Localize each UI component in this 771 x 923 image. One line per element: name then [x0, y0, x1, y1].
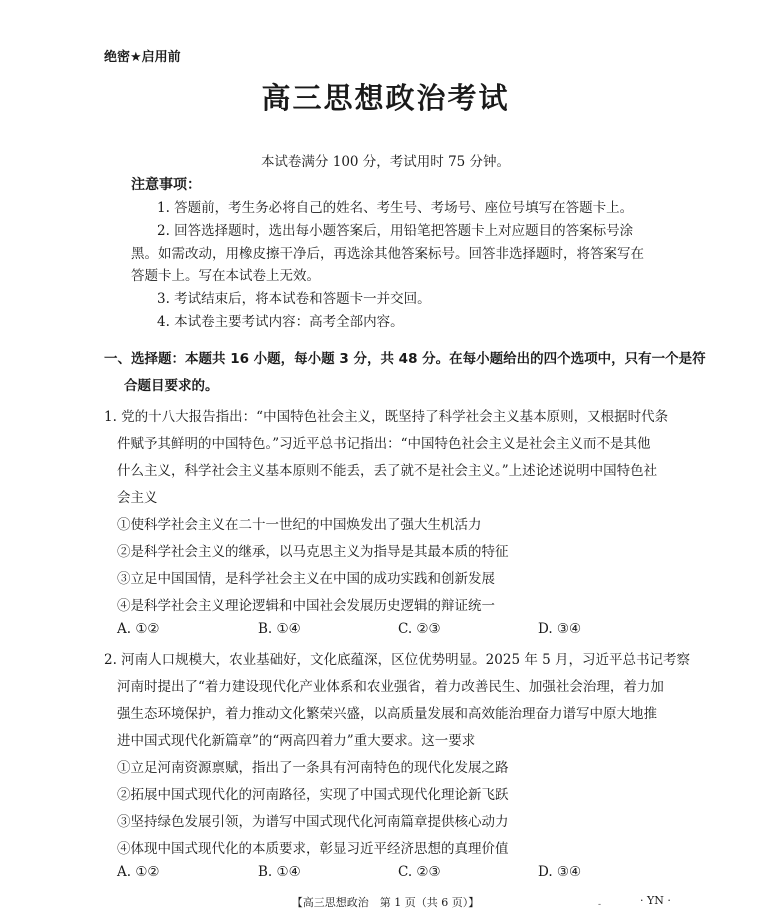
question-2-option-b: B. ①④ [258, 864, 301, 880]
question-1-text: 会主义 [117, 490, 158, 506]
exam-info: 本试卷满分 100 分，考试用时 75 分钟。 [260, 154, 511, 170]
question-1-item: ①使科学社会主义在二十一世纪的中国焕发出了强大生机活力 [117, 517, 482, 533]
question-2-item: ②拓展中国式现代化的河南路径，实现了中国式现代化理论新飞跃 [117, 787, 509, 803]
confidential-label: 绝密★启用前 [104, 50, 181, 65]
question-1-option-d: D. ③④ [538, 621, 582, 637]
notice-line: 答题卡上。写在本试卷上无效。 [131, 268, 320, 284]
notice-line: 黑。如需改动，用橡皮擦干净后，再选涂其他答案标号。回答非选择题时，将答案写在 [131, 246, 644, 262]
question-1-text: 什么主义，科学社会主义基本原则不能丢，丢了就不是社会主义。”上述论述说明中国特色社 [117, 463, 658, 479]
page-title: 高三思想政治考试 [261, 81, 510, 115]
question-2-item: ①立足河南资源禀赋，指出了一条具有河南特色的现代化发展之路 [117, 760, 509, 776]
question-2-text: 河南时提出了“着力建设现代化产业体系和农业强省，着力改善民生、加强社会治理，着力加 [117, 679, 664, 695]
section-heading: 一、选择题：本题共 16 小题，每小题 3 分，共 48 分。在每小题给出的四个选项中，只有一个是符 [104, 351, 706, 367]
question-2-item: ④体现中国式现代化的本质要求，彰显习近平经济思想的真理价值 [117, 841, 509, 857]
notice-heading: 注意事项： [131, 177, 201, 193]
question-2-option-c: C. ②③ [398, 864, 441, 880]
question-1-option-c: C. ②③ [398, 621, 441, 637]
page-footer: 【高三思想政治 第 1 页（共 6 页）】 [291, 896, 480, 909]
notice-line: 3. 考试结束后，将本试卷和答题卡一并交回。 [157, 291, 431, 307]
footer-code: · YN · [640, 894, 671, 907]
question-1-item: ③立足中国国情，是科学社会主义在中国的成功实践和创新发展 [117, 571, 495, 587]
question-1-item: ②是科学社会主义的继承，以马克思主义为指导是其最本质的特征 [117, 544, 509, 560]
question-1-option-b: B. ①④ [258, 621, 301, 637]
question-1-text: 1. 党的十八大报告指出：“中国特色社会主义，既坚持了科学社会主义基本原则，又根据时代条 [104, 409, 669, 425]
section-heading-cont: 合题目要求的。 [124, 378, 219, 394]
question-2-text: 2. 河南人口规模大，农业基础好，文化底蕴深，区位优势明显。2025 年 5 月，习近平总书记考察 [104, 652, 690, 668]
question-1-item: ④是科学社会主义理论逻辑和中国社会发展历史逻辑的辩证统一 [117, 598, 495, 614]
footer-mark: - [598, 900, 602, 910]
question-2-option-a: A. ①② [117, 864, 160, 880]
question-1-text: 件赋予其鲜明的中国特色。”习近平总书记指出：“中国特色社会主义是社会主义而不是其他 [117, 436, 651, 452]
question-2-item: ③坚持绿色发展引领，为谱写中国式现代化河南篇章提供核心动力 [117, 814, 509, 830]
question-2-text: 强生态环境保护，着力推动文化繁荣兴盛，以高质量发展和高效能治理奋力谱写中原大地推 [117, 706, 657, 722]
notice-line: 4. 本试卷主要考试内容：高考全部内容。 [157, 314, 404, 330]
question-1-option-a: A. ①② [117, 621, 160, 637]
question-2-text: 进中国式现代化新篇章”的“两高四着力”重大要求。这一要求 [117, 733, 476, 749]
notice-line: 2. 回答选择题时，选出每小题答案后，用铅笔把答题卡上对应题目的答案标号涂 [157, 223, 634, 239]
question-2-option-d: D. ③④ [538, 864, 582, 880]
notice-line: 1. 答题前，考生务必将自己的姓名、考生号、考场号、座位号填写在答题卡上。 [157, 200, 634, 216]
